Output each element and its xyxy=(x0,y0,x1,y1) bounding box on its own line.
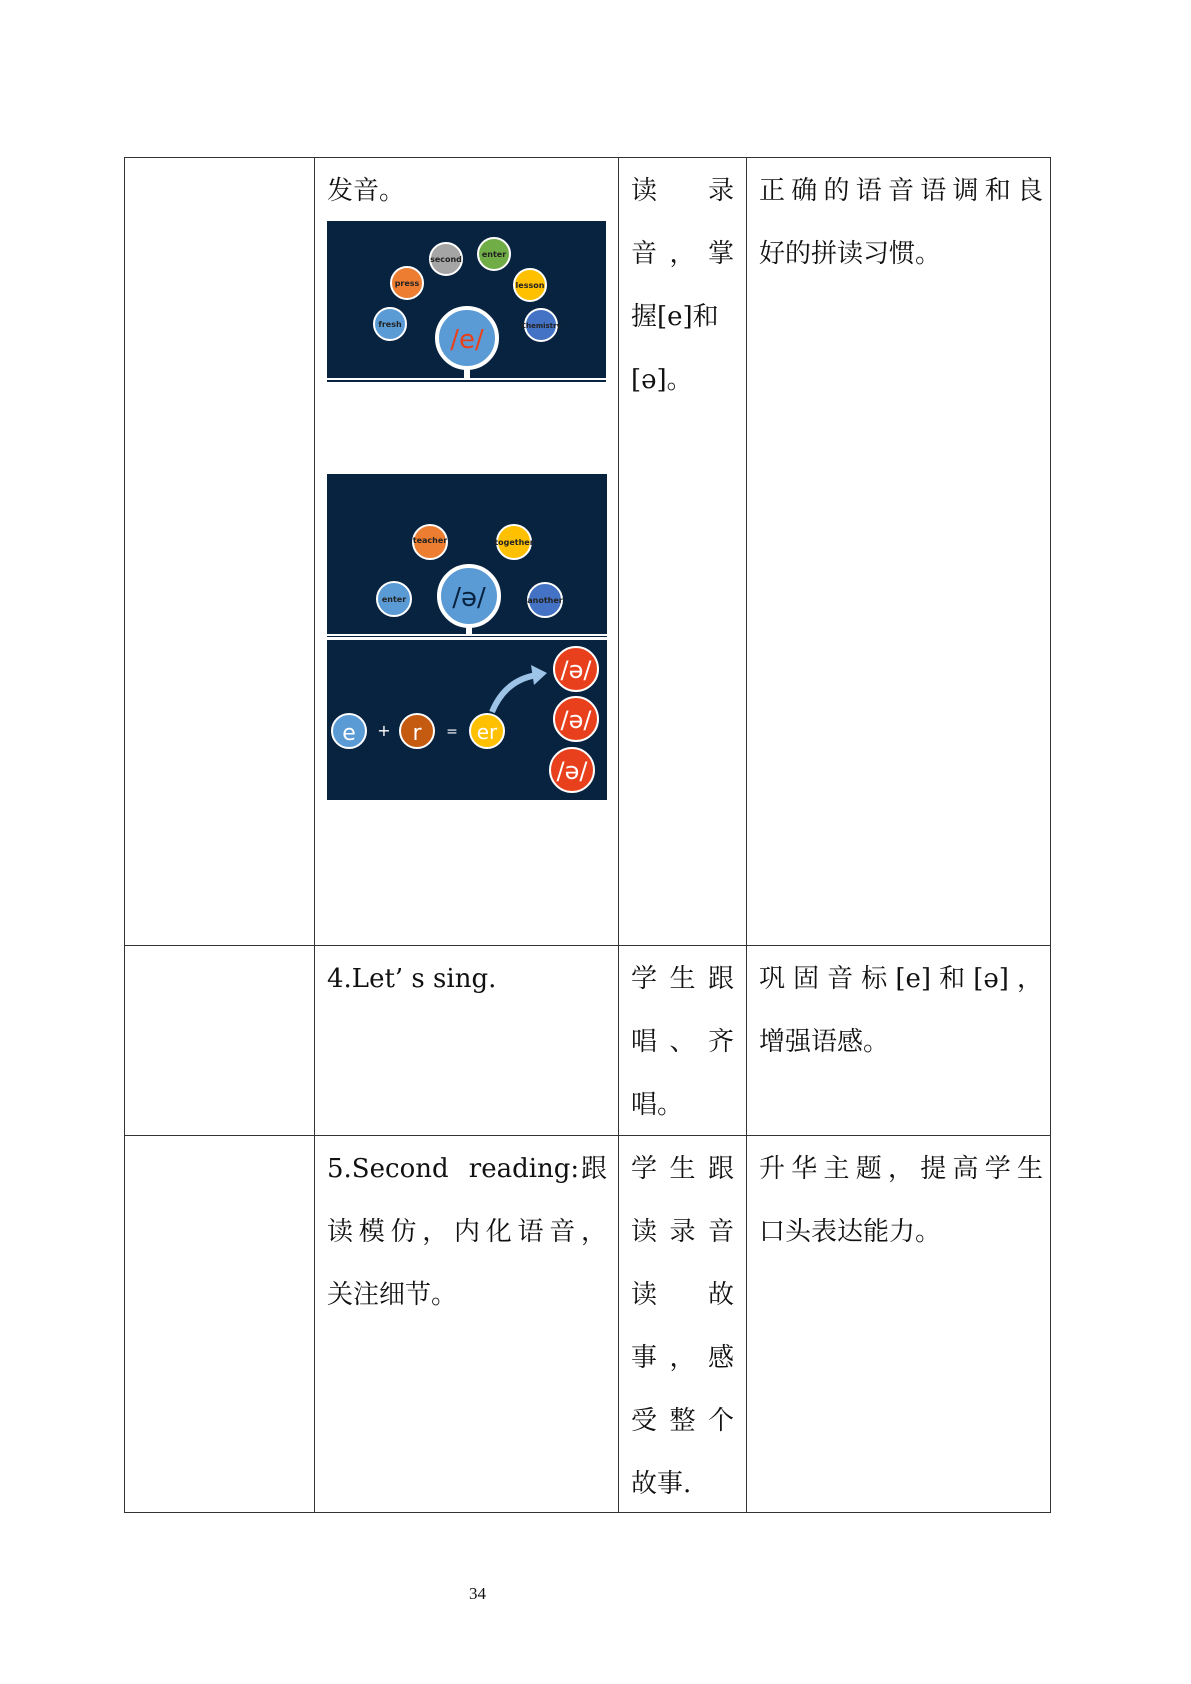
column-divider-2 xyxy=(618,157,619,1513)
table-border-bottom xyxy=(124,1512,1051,1513)
row-divider-2 xyxy=(124,1135,1051,1136)
row-divider-1 xyxy=(124,945,1051,946)
phoneme-schwa-label: /ə/ xyxy=(452,583,486,613)
row3-process xyxy=(327,1138,607,1327)
row1-activity-line-3: 握[e]和 xyxy=(631,302,719,332)
row2-intent-line-2: 增强语感。 xyxy=(759,1027,890,1057)
row3-activity-line-4: 事 ， 感 xyxy=(631,1343,734,1373)
row3-process-line-3: 关注细节。 xyxy=(327,1280,458,1310)
row2-intent-line-1: 巩固音标[e]和[ə]， xyxy=(759,964,1043,994)
word-chemistry: Chemistry xyxy=(520,322,562,330)
row3-process-line-2: 读模仿，内化语音， xyxy=(327,1217,607,1247)
phonics-slide-e-graphic xyxy=(327,221,606,382)
row3-process-line-1: 5.Second reading:跟 xyxy=(327,1154,607,1184)
word-enter-2: enter xyxy=(381,595,407,604)
plus-sign: + xyxy=(377,721,391,740)
column-divider-0 xyxy=(124,157,125,1513)
phonics-slide-schwa xyxy=(327,472,607,637)
row1-intent xyxy=(759,160,1043,286)
row1-process-text: 发音。 xyxy=(327,176,406,206)
row1-activity-line-2: 音，掌 xyxy=(631,239,734,269)
row1-activity-line-4: [ə]。 xyxy=(631,365,693,395)
row3-intent-line-1: 升华主题，提高学生 xyxy=(759,1154,1043,1184)
word-lesson: lesson xyxy=(515,281,545,290)
row1-intent-line-1: 正确的语音语调和良 xyxy=(759,176,1043,206)
word-another: another xyxy=(527,596,563,605)
letter-er: er xyxy=(476,720,498,744)
column-divider-3 xyxy=(746,157,747,1513)
row2-activity xyxy=(631,948,734,1137)
letter-r: r xyxy=(412,721,422,746)
row1-activity-line-1: 读录 xyxy=(631,176,734,206)
row1-activity xyxy=(631,160,734,412)
phoneme-e-label: /e/ xyxy=(450,325,484,355)
phonics-slide-e xyxy=(327,221,606,382)
phonics-slide-er-graphic xyxy=(327,640,607,800)
letter-e: e xyxy=(342,721,356,746)
row3-activity-line-3: 读 故 xyxy=(631,1280,734,1310)
word-enter: enter xyxy=(481,250,507,259)
phonics-slide-schwa-graphic xyxy=(327,472,607,637)
column-divider-1 xyxy=(314,157,315,1513)
row2-intent xyxy=(759,948,1043,1074)
row3-activity-line-2: 读 录 音 xyxy=(631,1217,734,1247)
table-border-top xyxy=(124,157,1051,158)
equals-sign: = xyxy=(446,724,458,740)
word-together: together xyxy=(494,538,534,547)
phonics-slide-er xyxy=(327,640,607,800)
word-press: press xyxy=(394,279,420,288)
row3-intent xyxy=(759,1138,1043,1264)
row2-process-text: 4.Let’ s sing. xyxy=(327,964,497,994)
schwa-result-2: /ə/ xyxy=(560,706,592,734)
row3-activity-line-6: 故事. xyxy=(631,1469,692,1499)
word-fresh: fresh xyxy=(378,320,402,329)
row3-activity-line-1: 学 生 跟 xyxy=(631,1154,734,1184)
row1-intent-line-2: 好的拼读习惯。 xyxy=(759,239,942,269)
row2-activity-line-3: 唱。 xyxy=(631,1090,684,1120)
word-teacher: teacher xyxy=(412,536,448,545)
row3-activity-line-5: 受 整 个 xyxy=(631,1406,734,1436)
word-second: second xyxy=(430,255,462,264)
row2-activity-line-2: 唱 、 齐 xyxy=(631,1027,734,1057)
row2-activity-line-1: 学 生 跟 xyxy=(631,964,734,994)
page-number: 34 xyxy=(469,1584,486,1603)
row3-intent-line-2: 口头表达能力。 xyxy=(759,1217,942,1247)
column-divider-4 xyxy=(1050,157,1051,1513)
schwa-result-1: /ə/ xyxy=(560,656,592,684)
row3-activity xyxy=(631,1138,734,1516)
schwa-result-3: /ə/ xyxy=(556,757,588,785)
